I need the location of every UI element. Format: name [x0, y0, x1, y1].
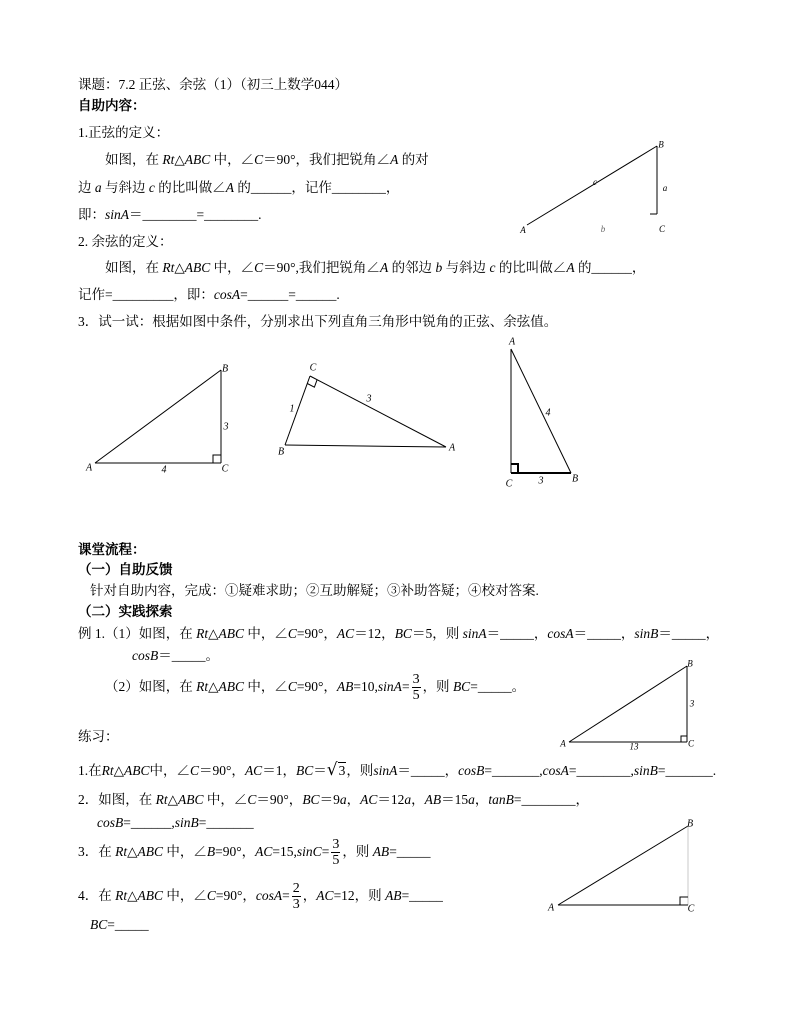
vertex-label-b: B	[687, 658, 693, 669]
side-label-ac: 3	[366, 393, 372, 405]
math-variable: AC	[316, 888, 334, 903]
math-variable: Rt	[162, 152, 175, 167]
text-run: 练习：	[78, 729, 119, 744]
text-run: 的______，记作________，	[234, 180, 400, 195]
text-run: =	[282, 888, 290, 903]
text-run: △	[127, 844, 138, 859]
text-run: 中，∠	[163, 844, 207, 859]
text-run: △	[167, 792, 179, 807]
side-label-bc: 3	[538, 475, 544, 487]
text-run: ＝5，则	[411, 626, 463, 641]
fraction-denominator: 3	[292, 896, 300, 912]
math-variable: cosB	[97, 815, 124, 830]
math-variable: BC	[295, 763, 314, 778]
side-label-a: a	[662, 183, 668, 193]
math-variable: ABC	[218, 626, 245, 641]
text-run: △	[174, 152, 185, 167]
text-run: ，	[302, 888, 317, 903]
math-variable: cosB	[132, 648, 159, 663]
text-run: ＝_____，	[573, 626, 635, 641]
vertex-label-b: B	[686, 818, 694, 830]
side-label-c: c	[593, 177, 597, 187]
text-run: 针对自助内容，完成：①疑难求助；②互助解疑；③补助答疑；④校对答案.	[90, 583, 539, 598]
text-run: 的对	[398, 152, 429, 167]
text-run: =_____	[389, 844, 431, 859]
math-variable: cosA	[255, 888, 283, 903]
math-variable: sinB	[174, 815, 199, 830]
vertex-label-c: C	[687, 738, 695, 749]
text-run: =______=______.	[240, 287, 340, 302]
text-run: （二）实践探索	[78, 604, 173, 619]
math-variable: sinA	[105, 207, 130, 222]
math-variable: B	[206, 844, 216, 859]
side-ab	[558, 826, 688, 905]
text-run: （一）自助反馈	[78, 562, 173, 577]
math-variable: C	[254, 152, 264, 167]
vertex-label-b: B	[658, 139, 664, 150]
text-run: △	[208, 626, 219, 641]
math-variable: AC	[255, 844, 273, 859]
text-run: 3．在	[78, 844, 116, 859]
math-variable: AC	[244, 763, 263, 778]
text-run: =12，则	[333, 888, 386, 903]
math-variable: Rt	[115, 844, 128, 859]
math-variable: AB	[372, 844, 390, 859]
math-variable: AB	[424, 792, 442, 807]
math-variable: BC	[302, 792, 320, 807]
math-variable: ABC	[218, 679, 245, 694]
text-run: ＝90°,我们把锐角∠	[263, 260, 380, 275]
math-variable: c	[489, 260, 496, 275]
vertex-label-c: C	[687, 903, 695, 915]
text-run: 的______，	[574, 260, 646, 275]
side-ab	[527, 146, 657, 225]
math-variable: AC	[360, 792, 378, 807]
text-run: 3．试一试：根据如图中条件，分别求出下列直角三角形中锐角的正弦、余弦值。	[78, 314, 558, 329]
text-run: =90°，	[215, 844, 256, 859]
math-variable: Rt	[196, 626, 209, 641]
vertex-label-a: A	[448, 442, 456, 454]
text-run: 1.正弦的定义：	[78, 125, 170, 140]
text-run: ＝90°，	[256, 792, 303, 807]
vertex-label-a: A	[547, 902, 555, 914]
text-run: ，则	[342, 844, 373, 859]
text-run: 与斜边	[442, 260, 490, 275]
text-run: 课堂流程：	[78, 542, 146, 557]
math-variable: Rt	[155, 792, 168, 807]
right-angle-mark	[213, 455, 221, 463]
text-run: 如图，在	[105, 260, 163, 275]
figure-trial-1-triangle	[85, 364, 229, 476]
text-run: ，	[474, 792, 489, 807]
text-run: 中，∠	[203, 792, 248, 807]
figure-definition-triangle	[519, 140, 668, 236]
math-variable: C	[206, 888, 216, 903]
side-ab	[95, 370, 221, 463]
text-run: ＝	[313, 763, 327, 778]
text-run: 中，∠	[210, 260, 255, 275]
text-run: ＝90°，我们把锐角∠	[263, 152, 391, 167]
math-variable: AB	[336, 679, 354, 694]
math-variable: A	[566, 260, 575, 275]
text-run: =	[401, 679, 410, 694]
math-variable: C	[190, 763, 200, 778]
fraction-denominator: 5	[412, 687, 420, 703]
math-variable: A	[225, 180, 234, 195]
text-run: ＝_____，	[658, 626, 720, 641]
math-variable: cosA	[547, 626, 574, 641]
text-run: 2．如图，在	[78, 792, 156, 807]
math-variable: C	[287, 679, 297, 694]
text-run: 课题：7.2 正弦、余弦（1）（初三上数学044）	[78, 77, 348, 92]
text-run: ＝9	[319, 792, 340, 807]
text-run: 的比叫做∠	[495, 260, 567, 275]
fraction-numerator: 3	[412, 671, 420, 687]
text-run: ＝15	[441, 792, 469, 807]
math-variable: a	[404, 792, 412, 807]
math-variable: C	[254, 260, 264, 275]
math-variable: A	[390, 152, 399, 167]
text-run: ，则	[422, 679, 453, 694]
vertex-label-a: A	[560, 738, 566, 749]
text-run: =_____	[107, 917, 149, 932]
text-run: 边	[78, 180, 95, 195]
text-run: 与斜边	[101, 180, 149, 195]
text-run: ＝________=________.	[129, 207, 262, 222]
figure-example-triangle	[559, 659, 695, 752]
vertex-label-b: B	[571, 473, 579, 485]
text-run: =_______,	[484, 763, 543, 778]
math-variable: ABC	[178, 792, 204, 807]
math-variable: BC	[452, 679, 471, 694]
math-variable: cosA	[213, 287, 241, 302]
text-run: 1.在	[78, 763, 102, 778]
vertex-label-a: A	[520, 225, 526, 235]
vertex-label-c: C	[221, 463, 229, 475]
text-run: 记作=_________，即：	[78, 287, 214, 302]
text-run: ＝1，	[262, 763, 296, 778]
text-run: ，	[346, 792, 361, 807]
text-run: 中，∠	[149, 763, 191, 778]
right-angle-mark	[681, 736, 687, 742]
figure-trial-3-triangle	[506, 337, 578, 490]
vertex-label-b: B	[221, 363, 229, 375]
text-run: =______,	[123, 815, 175, 830]
math-variable: sinA	[373, 763, 398, 778]
text-run: =_______	[198, 815, 254, 830]
side-ab	[569, 666, 687, 742]
math-variable: sinC	[296, 844, 322, 859]
text-run: 如图，在	[105, 152, 163, 167]
side-ab	[511, 349, 571, 473]
text-run: 自助内容：	[78, 98, 146, 113]
vertex-label-a: A	[508, 336, 516, 348]
vertex-label-a: A	[85, 462, 93, 474]
text-run: ＝12，	[354, 626, 395, 641]
math-variable: ABC	[184, 260, 211, 275]
math-variable: a	[94, 180, 102, 195]
text-run: =	[321, 844, 330, 859]
text-run: ＝90°，	[199, 763, 245, 778]
math-variable: Rt	[196, 679, 209, 694]
text-run: =90°，	[215, 888, 256, 903]
math-variable: AB	[385, 888, 402, 903]
math-variable: sinA	[377, 679, 402, 694]
text-run: 中，∠	[163, 888, 207, 903]
fraction-numerator: 3	[332, 836, 340, 852]
text-run: ＝_____，	[397, 763, 459, 778]
vertex-label-c: C	[505, 478, 513, 490]
side-label-bc: 3	[689, 698, 695, 709]
math-variable: ABC	[137, 888, 164, 903]
math-variable: sinB	[633, 763, 658, 778]
math-variable: ABC	[124, 763, 150, 778]
text-run: （2）如图，在	[105, 679, 197, 694]
math-variable: C	[247, 792, 257, 807]
radicand: 3	[338, 763, 346, 778]
text-run: =_____	[401, 888, 443, 903]
vertex-label-b: B	[277, 446, 285, 458]
text-run: 4．在	[78, 888, 116, 903]
radical-sign: √	[326, 760, 338, 780]
figure-trial-2-triangle	[278, 363, 456, 458]
math-variable: BC	[394, 626, 412, 641]
text-run: △	[208, 679, 219, 694]
math-variable: cosB	[458, 763, 485, 778]
text-run: 中，∠	[244, 679, 288, 694]
text-run: 的比叫做∠	[154, 180, 226, 195]
text-run: =________，	[513, 792, 589, 807]
math-variable: AC	[336, 626, 355, 641]
text-run: △	[113, 763, 125, 778]
fraction-denominator: 5	[332, 852, 340, 868]
text-run: △	[127, 888, 138, 903]
side-ab	[285, 445, 446, 447]
text-run: 2. 余弦的定义：	[78, 234, 173, 249]
text-run: 中，∠	[244, 626, 288, 641]
text-run: ＝_____，	[486, 626, 548, 641]
text-run: ，	[411, 792, 425, 807]
side-label-ac: 13	[629, 741, 639, 752]
math-variable: Rt	[162, 260, 175, 275]
text-run: =10,	[353, 679, 378, 694]
text-run: =15,	[272, 844, 297, 859]
text-run: 中，∠	[210, 152, 255, 167]
text-run: 的邻边	[388, 260, 436, 275]
text-run: ，则	[346, 763, 374, 778]
side-label-bc: 1	[289, 403, 295, 415]
text-run: =90°，	[296, 679, 337, 694]
math-variable: c	[148, 180, 155, 195]
math-variable: b	[435, 260, 443, 275]
math-variable: ABC	[184, 152, 211, 167]
figure-practice-2-triangle	[547, 819, 695, 915]
side-label-bc: 3	[223, 421, 229, 433]
side-label-ab: 4	[545, 407, 551, 419]
text-run: =_____。	[470, 679, 526, 694]
math-variable: BC	[90, 917, 108, 932]
math-variable: Rt	[101, 763, 114, 778]
right-angle-mark	[511, 464, 518, 473]
text-run: 例 1.（1）如图，在	[78, 626, 197, 641]
vertex-label-c: C	[309, 362, 317, 374]
fraction-numerator: 2	[292, 880, 300, 896]
math-variable: a	[468, 792, 475, 807]
math-variable: cosA	[542, 763, 569, 778]
vertex-label-c: C	[658, 224, 666, 234]
side-ac	[310, 376, 446, 447]
math-variable: a	[339, 792, 347, 807]
math-variable: tanB	[488, 792, 514, 807]
side-label-b: b	[600, 224, 606, 234]
text-run: ＝_____。	[158, 648, 219, 663]
text-run: 即：	[78, 207, 105, 222]
math-variable: A	[379, 260, 389, 275]
math-variable: sinA	[462, 626, 487, 641]
text-run: =_______.	[657, 763, 717, 778]
math-variable: Rt	[115, 888, 128, 903]
text-run: =________,	[568, 763, 634, 778]
side-label-ac: 4	[161, 464, 167, 476]
math-variable: C	[287, 626, 297, 641]
text-run: ＝12	[377, 792, 405, 807]
math-variable: sinB	[634, 626, 659, 641]
math-variable: ABC	[137, 844, 164, 859]
text-run: △	[174, 260, 185, 275]
text-run: =90°，	[296, 626, 337, 641]
